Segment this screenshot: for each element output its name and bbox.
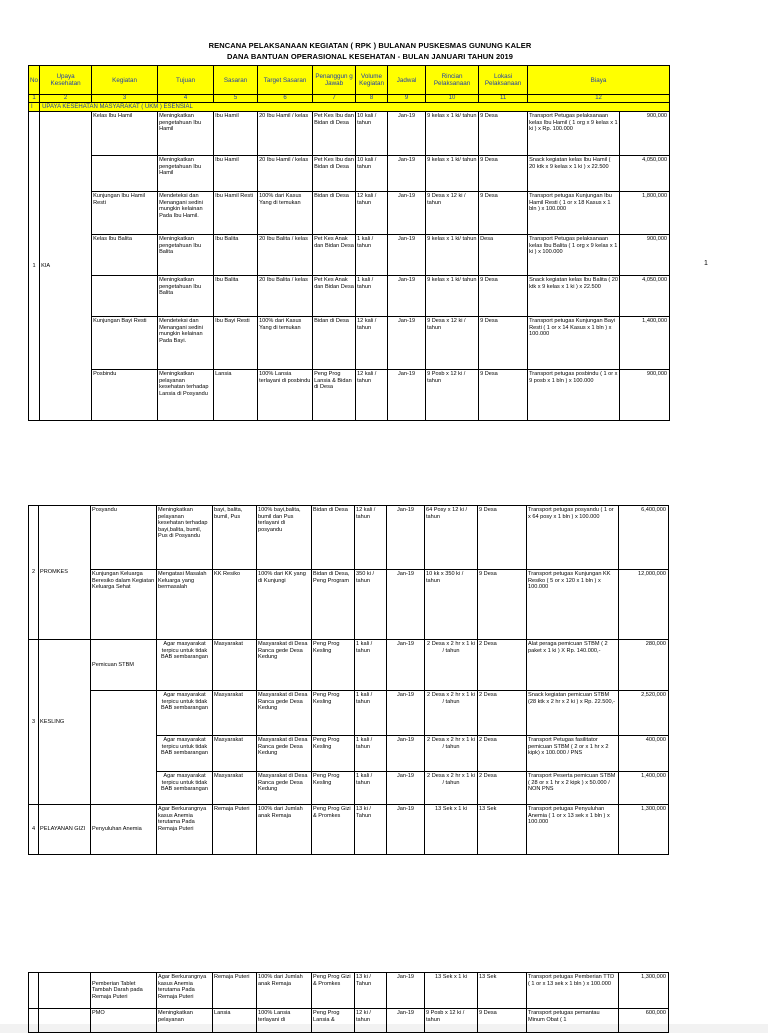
kegiatan-cell: Penyuluhan Anemia (91, 805, 157, 855)
kegiatan-cell: Kunjungan Ibu Hamil Resti (92, 192, 158, 235)
tujuan-cell: Agar masyarakat terpicu untuk tidak BAB sembarangan (157, 772, 213, 805)
penanggung-jawab-cell: Peng Prog Kesling (312, 640, 355, 691)
rincian-cell: 2 Desa x 2 hr x 1 ki / tahun (425, 736, 478, 772)
target-cell: Masyarakat di Desa Ranca gede Desa Kedung (257, 691, 312, 736)
biaya-amount-cell: 1,800,000 (620, 192, 670, 235)
uraian-biaya-cell: Transport petugas posbindu ( 1 or x 9 posb x 1 bln ) x 100.000 (528, 370, 620, 421)
lokasi-cell: 9 Desa (478, 570, 527, 640)
target-cell: 20 Ibu Balita / kelas (258, 235, 313, 276)
uraian-biaya-cell: Transport Petugas pelaksanaan kelas Ibu Balita ( 1 org x 9 kelas x 1 ki ) x 100.000 (528, 235, 620, 276)
tujuan-cell: Meningkatkan pelayanan kesehatan terhadap Lansia di Posyandu (158, 370, 214, 421)
lokasi-cell: 9 Desa (479, 156, 528, 192)
lokasi-cell: 9 Desa (479, 370, 528, 421)
lokasi-cell: 9 Desa (479, 317, 528, 370)
tujuan-cell: Agar Berkurangnya kasus Anemia terutama Pada Remaja Puteri (157, 973, 213, 1009)
table-row (29, 640, 669, 691)
column-number: 3 (92, 95, 158, 103)
column-number-row (29, 95, 670, 103)
table-row (29, 973, 669, 1009)
penanggung-jawab-cell: Peng Prog Kesling (312, 691, 355, 736)
jadwal-cell: Jan-19 (388, 235, 426, 276)
jadwal-cell: Jan-19 (387, 506, 425, 570)
jadwal-cell: Jan-19 (388, 370, 426, 421)
penanggung-jawab-cell: Bidan di Desa (312, 506, 355, 570)
target-cell: Masyarakat di Desa Ranca gede Desa Kedung (257, 640, 312, 691)
table-row (29, 156, 670, 192)
header-upaya-kesehatan: Upaya Kesehatan (40, 66, 92, 95)
target-cell: Masyarakat di Desa Ranca gede Desa Kedung (257, 736, 312, 772)
sasaran-cell: Masyarakat (213, 736, 257, 772)
column-number: 8 (356, 95, 388, 103)
volume-cell: 10 kali / tahun (356, 112, 388, 156)
penanggung-jawab-cell: Peng Prog Lansia & (312, 1009, 355, 1033)
tujuan-cell: Mendeteksi dan Menangani sedini mungkin kelainan Pada Ibu Hamil. (158, 192, 214, 235)
biaya-amount-cell: 400,000 (619, 736, 669, 772)
jadwal-cell: Jan-19 (387, 772, 425, 805)
lokasi-cell: 9 Desa (478, 506, 527, 570)
table-row (29, 1009, 669, 1033)
rincian-cell: 13 Sek x 1 ki (425, 805, 478, 855)
column-number: 5 (214, 95, 258, 103)
biaya-amount-cell: 4,050,000 (620, 156, 670, 192)
header-lokasi-pelaksanaan: Lokasi Pelaksanaan (479, 66, 528, 95)
row-number: 4 (29, 805, 39, 855)
biaya-amount-cell: 1,400,000 (620, 317, 670, 370)
sasaran-cell: Masyarakat (213, 691, 257, 736)
target-cell: 20 Ibu Hamil / kelas (258, 112, 313, 156)
section-row (29, 103, 670, 112)
rincian-cell: 9 Desa x 12 ki / tahun (426, 192, 479, 235)
kegiatan-cell: Kelas Ibu Hamil (92, 112, 158, 156)
table-row (29, 570, 669, 640)
sasaran-cell: Ibu Hamil (214, 112, 258, 156)
penanggung-jawab-cell: Peng Prog Kesling (312, 772, 355, 805)
header-no: No (29, 66, 40, 95)
jadwal-cell: Jan-19 (387, 640, 425, 691)
table-row (29, 192, 670, 235)
sasaran-cell: Masyarakat (213, 640, 257, 691)
tujuan-cell: Meningkatkan pengetahuan Ibu Hamil (158, 112, 214, 156)
biaya-amount-cell: 900,000 (620, 235, 670, 276)
volume-cell: 10 kali / tahun (356, 156, 388, 192)
column-number: 2 (40, 95, 92, 103)
volume-cell: 12 kali / tahun (356, 317, 388, 370)
rincian-cell: 9 kelas x 1 ki/ tahun (426, 156, 479, 192)
header-sasaran: Sasaran (214, 66, 258, 95)
rincian-cell: 9 Posb x 12 ki / tahun (426, 370, 479, 421)
column-number: 7 (313, 95, 356, 103)
tujuan-cell: Meningkatkan pelayanan (157, 1009, 213, 1033)
jadwal-cell: Jan-19 (387, 691, 425, 736)
lokasi-cell: 2 Desa (478, 772, 527, 805)
kegiatan-cell: Kelas Ibu Balita (92, 235, 158, 276)
penanggung-jawab-cell: Peng Prog Lansia & Bidan di Desa (313, 370, 356, 421)
volume-cell: 1 kali / tahun (356, 235, 388, 276)
jadwal-cell: Jan-19 (387, 973, 425, 1009)
page-number: 1 (704, 260, 708, 267)
header-rincian-pelaksanaan: Rincian Pelaksanaan (426, 66, 479, 95)
tujuan-cell: Meningkatkan pengetahuan Ibu Hamil (158, 156, 214, 192)
header-kegiatan: Kegiatan (92, 66, 158, 95)
program-name (39, 973, 91, 1009)
header-tujuan: Tujuan (158, 66, 214, 95)
tujuan-cell: Meningkatkan pelayanan kesehatan terhadap bayi,balita, bumil, Pus di Posyandu (157, 506, 213, 570)
kegiatan-cell: Kunjungan Keluarga Beresiko dalam Kegiatan Keluarga Sehat (91, 570, 157, 640)
header-biaya: Biaya (528, 66, 670, 95)
rincian-cell: 9 kelas x 1 ki/ tahun (426, 112, 479, 156)
column-number: 6 (258, 95, 313, 103)
lokasi-cell: 2 Desa (478, 736, 527, 772)
target-cell: 100% Lansia terlayani di (257, 1009, 312, 1033)
tujuan-cell: Mengatasi Masalah Keluarga yang bermasalah (157, 570, 213, 640)
jadwal-cell: Jan-19 (388, 317, 426, 370)
volume-cell: 1 kali / tahun (355, 772, 387, 805)
header-volume-kegiatan: Volume Kegiatan (356, 66, 388, 95)
column-number: 10 (426, 95, 479, 103)
table-row (29, 112, 670, 156)
rincian-cell: 2 Desa x 2 hr x 1 ki / tahun (425, 691, 478, 736)
uraian-biaya-cell: Transport petugas pemantau Minum Obat ( 1 (527, 1009, 619, 1033)
jadwal-cell: Jan-19 (388, 192, 426, 235)
volume-cell: 13 ki / Tahun (355, 973, 387, 1009)
rincian-cell: 9 Desa x 12 ki / tahun (426, 317, 479, 370)
rincian-cell: 13 Sek x 1 ki (425, 973, 478, 1009)
penanggung-jawab-cell: Pet Kes Anak dan Bidan Desa (313, 235, 356, 276)
rincian-cell: 9 kelas x 1 ki/ tahun (426, 235, 479, 276)
sasaran-cell: Lansia (214, 370, 258, 421)
row-number (29, 1009, 39, 1033)
lokasi-cell: 9 Desa (478, 1009, 527, 1033)
uraian-biaya-cell: Transport Peserta pemicuan STBM ( 28 or x 1 hr x 2 kipk ) x 50.000 / NON PNS (527, 772, 619, 805)
uraian-biaya-cell: Transport petugas Kunjungan Bayi Resti ( 1 or x 14 Kasus x 1 bln ) x 100.000 (528, 317, 620, 370)
row-number: 2 (29, 506, 39, 640)
biaya-amount-cell: 6,400,000 (619, 506, 669, 570)
penanggung-jawab-cell: Peng Prog Gizi & Promkes (312, 805, 355, 855)
table-row (29, 370, 670, 421)
rincian-cell: 64 Posy x 12 ki / tahun (425, 506, 478, 570)
lokasi-cell: 2 Desa (478, 691, 527, 736)
rincian-cell: 2 Desa x 2 hr x 1 ki / tahun (425, 640, 478, 691)
target-cell: 20 Ibu Hamil / kelas (258, 156, 313, 192)
rpk-table-part-2 (28, 505, 669, 855)
uraian-biaya-cell: Transport petugas Penyuluhan Anemia ( 1 or x 13 sek x 1 bln ) x 100.000 (527, 805, 619, 855)
tujuan-cell: Agar Berkurangnya kasus Anemia terutama Pada Remaja Puteri (157, 805, 213, 855)
kegiatan-cell: Kunjungan Bayi Resti (92, 317, 158, 370)
target-cell: 100% dari KK yang di Kunjungi (257, 570, 312, 640)
penanggung-jawab-cell: Pet Kes Ibu dan Bidan di Desa (313, 112, 356, 156)
column-number: 1 (29, 95, 40, 103)
rincian-cell: 9 Posb x 12 ki / tahun (425, 1009, 478, 1033)
tujuan-cell: Agar masyarakat terpicu untuk tidak BAB sembarangan (157, 736, 213, 772)
volume-cell: 12 kali / tahun (355, 506, 387, 570)
biaya-amount-cell: 600,000 (619, 1009, 669, 1033)
biaya-amount-cell: 2,520,000 (619, 691, 669, 736)
lokasi-cell: 9 Desa (479, 112, 528, 156)
lokasi-cell: 2 Desa (478, 640, 527, 691)
sasaran-cell: bayi, balita, bumil, Pus (213, 506, 257, 570)
uraian-biaya-cell: Transport petugas Kunjungan Ibu Hamil Resti ( 1 or x 18 Kasus x 1 bln ) x 100.000 (528, 192, 620, 235)
sasaran-cell: KK Resiko (213, 570, 257, 640)
tujuan-cell: Mendeteksi dan Menangani sedini mungkin kelainan Pada Bayi. (158, 317, 214, 370)
document-title-line-2: DANA BANTUAN OPERASIONAL KESEHATAN - BULAN JANUARI TAHUN 2019 (226, 52, 514, 61)
uraian-biaya-cell: Transport petugas Pemberian TTD ( 1 or x 13 sek x 1 bln ) x 100.000 (527, 973, 619, 1009)
table-row (29, 317, 670, 370)
jadwal-cell: Jan-19 (387, 570, 425, 640)
sasaran-cell: Ibu Balita (214, 276, 258, 317)
sasaran-cell: Ibu Hamil (214, 156, 258, 192)
jadwal-cell: Jan-19 (387, 1009, 425, 1033)
jadwal-cell: Jan-19 (388, 156, 426, 192)
rincian-cell: 10 kk x 350 ki / tahun (425, 570, 478, 640)
tujuan-cell: Meningkatkan pengetahuan Ibu Balita (158, 235, 214, 276)
penanggung-jawab-cell: Bidan di Desa (313, 317, 356, 370)
target-cell: Masyarakat di Desa Ranca gede Desa Kedung (257, 772, 312, 805)
uraian-biaya-cell: Transport petugas Kunjungan KK Resiko ( 5 or x 120 x 1 bln ) x 100.000 (527, 570, 619, 640)
table-row (29, 276, 670, 317)
header-target-sasaran: Target Sasaran (258, 66, 313, 95)
header-jadwal: Jadwal (388, 66, 426, 95)
lokasi-cell: 13 Sek (478, 805, 527, 855)
uraian-biaya-cell: Snack kegiatan pemicuan STBM (28 ktk x 2 hr x 2 ki ) x Rp. 22.500,- (527, 691, 619, 736)
target-cell: 100% dari Jumlah anak Remaja (257, 973, 312, 1009)
kegiatan-cell: Pemicuan STBM (91, 640, 157, 691)
uraian-biaya-cell: Alat peraga pemicuan STBM ( 2 paket x 1 ki ) X Rp. 140.000,- (527, 640, 619, 691)
table-row (29, 805, 669, 855)
biaya-amount-cell: 12,000,000 (619, 570, 669, 640)
lokasi-cell: 9 Desa (479, 276, 528, 317)
penanggung-jawab-cell: Bidan di Desa, Peng Program (312, 570, 355, 640)
biaya-amount-cell: 1,300,000 (619, 805, 669, 855)
volume-cell: 1 kali / tahun (355, 691, 387, 736)
jadwal-cell: Jan-19 (387, 805, 425, 855)
section-label: UPAYA KESEHATAN MASYARAKAT ( UKM ) ESENSIAL (40, 103, 670, 112)
rpk-table-part-1 (28, 65, 670, 421)
biaya-amount-cell: 280,000 (619, 640, 669, 691)
penanggung-jawab-cell: Pet Kes Anak dan Bidan Desa (313, 276, 356, 317)
sasaran-cell: Remaja Puteri (213, 973, 257, 1009)
biaya-amount-cell: 1,400,000 (619, 772, 669, 805)
sasaran-cell: Ibu Bayi Resti (214, 317, 258, 370)
biaya-amount-cell: 1,300,000 (619, 973, 669, 1009)
target-cell: 100% dari Kasus Yang di temukan (258, 192, 313, 235)
volume-cell: 13 ki / Tahun (355, 805, 387, 855)
tujuan-cell: Agar masyarakat terpicu untuk tidak BAB sembarangan (157, 691, 213, 736)
row-number (29, 973, 39, 1009)
rincian-cell: 9 kelas x 1 ki/ tahun (426, 276, 479, 317)
kegiatan-cell (91, 691, 157, 805)
volume-cell: 12 kali / tahun (356, 192, 388, 235)
volume-cell: 12 ki / tahun (355, 1009, 387, 1033)
table-row (29, 235, 670, 276)
section-number: I (29, 103, 40, 112)
kegiatan-cell (92, 156, 158, 192)
lokasi-cell: 13 Sek (478, 973, 527, 1009)
jadwal-cell: Jan-19 (387, 736, 425, 772)
table-header-row (29, 66, 670, 95)
lokasi-cell: Desa (479, 235, 528, 276)
sasaran-cell: Ibu Hamil Resti (214, 192, 258, 235)
program-name: PELAYANAN GIZI (39, 805, 91, 855)
penanggung-jawab-cell: Peng Prog Gizi & Promkes (312, 973, 355, 1009)
table-row (29, 506, 669, 570)
column-number: 9 (388, 95, 426, 103)
program-name: PROMKES (39, 506, 91, 640)
penanggung-jawab-cell: Peng Prog Kesling (312, 736, 355, 772)
penanggung-jawab-cell: Pet Kes Ibu dan Bidan di Desa (313, 156, 356, 192)
biaya-amount-cell: 900,000 (620, 370, 670, 421)
column-number: 11 (479, 95, 528, 103)
penanggung-jawab-cell: Bidan di Desa (313, 192, 356, 235)
header-penanggung-jawab: Penanggun g Jawab (313, 66, 356, 95)
kegiatan-cell: Posbindu (92, 370, 158, 421)
target-cell: 100% bayi,balita, bumil dan Pus terlayani di posyandu (257, 506, 312, 570)
target-cell: 100% Lansia terlayani di posbindu (258, 370, 313, 421)
target-cell: 100% dari Kasus Yang di temukan (258, 317, 313, 370)
column-number: 12 (528, 95, 670, 103)
biaya-amount-cell: 4,050,000 (620, 276, 670, 317)
sasaran-cell: Remaja Puteri (213, 805, 257, 855)
sasaran-cell: Masyarakat (213, 772, 257, 805)
tujuan-cell: Meningkatkan pengetahuan Ibu Balita (158, 276, 214, 317)
uraian-biaya-cell: Snack kegiatan kelas Ibu Balita ( 20 ktk x 9 kelas x 1 ki ) x 22.500 (528, 276, 620, 317)
kegiatan-cell: Pemberian Tablet Tambah Darah pada Remaja Puteri (91, 973, 157, 1009)
jadwal-cell: Jan-19 (388, 276, 426, 317)
program-name: KESLING (39, 640, 91, 805)
volume-cell: 1 kali / tahun (356, 276, 388, 317)
volume-cell: 1 kali / tahun (355, 736, 387, 772)
row-number: 3 (29, 640, 39, 805)
sasaran-cell: Lansia (213, 1009, 257, 1033)
volume-cell: 1 kali / tahun (355, 640, 387, 691)
column-number: 4 (158, 95, 214, 103)
uraian-biaya-cell: Transport Petugas pelaksanaan kelas Ibu Hamil ( 1 org x 9 kelas x 1 ki ) x Rp. 100.000 (528, 112, 620, 156)
table-row (29, 691, 669, 736)
document-title-line-1: RENCANA PELAKSANAAN KEGIATAN ( RPK ) BULANAN PUSKESMAS GUNUNG KALER (208, 41, 532, 50)
tujuan-cell: Agar masyarakat terpicu untuk tidak BAB sembarangan (157, 640, 213, 691)
lokasi-cell: 9 Desa (479, 192, 528, 235)
sasaran-cell: Ibu Balita (214, 235, 258, 276)
rincian-cell: 2 Desa x 2 hr x 1 ki / tahun (425, 772, 478, 805)
jadwal-cell: Jan-19 (388, 112, 426, 156)
uraian-biaya-cell: Transport petugas posyandu ( 1 or x 64 posy x 1 bln ) x 100.000 (527, 506, 619, 570)
kegiatan-cell: Posyandu (91, 506, 157, 570)
program-name: KIA (40, 112, 92, 421)
uraian-biaya-cell: Transport Petugas fasilitator pemicuan STBM ( 2 or x 1 hr x 2 kipk) x 100.000 / PNS (527, 736, 619, 772)
row-number: 1 (29, 112, 40, 421)
biaya-amount-cell: 900,000 (620, 112, 670, 156)
volume-cell: 350 ki / tahun (355, 570, 387, 640)
volume-cell: 12 kali / tahun (356, 370, 388, 421)
target-cell: 100% dari Jumlah anak Remaja (257, 805, 312, 855)
kegiatan-cell (92, 276, 158, 317)
kegiatan-cell: PMO (91, 1009, 157, 1033)
target-cell: 20 Ibu Balita / kelas (258, 276, 313, 317)
uraian-biaya-cell: Snack kegiatan kelas Ibu Hamil ( 20 ktk x 9 kelas x 1 ki ) x 22.500 (528, 156, 620, 192)
program-name (39, 1009, 91, 1033)
